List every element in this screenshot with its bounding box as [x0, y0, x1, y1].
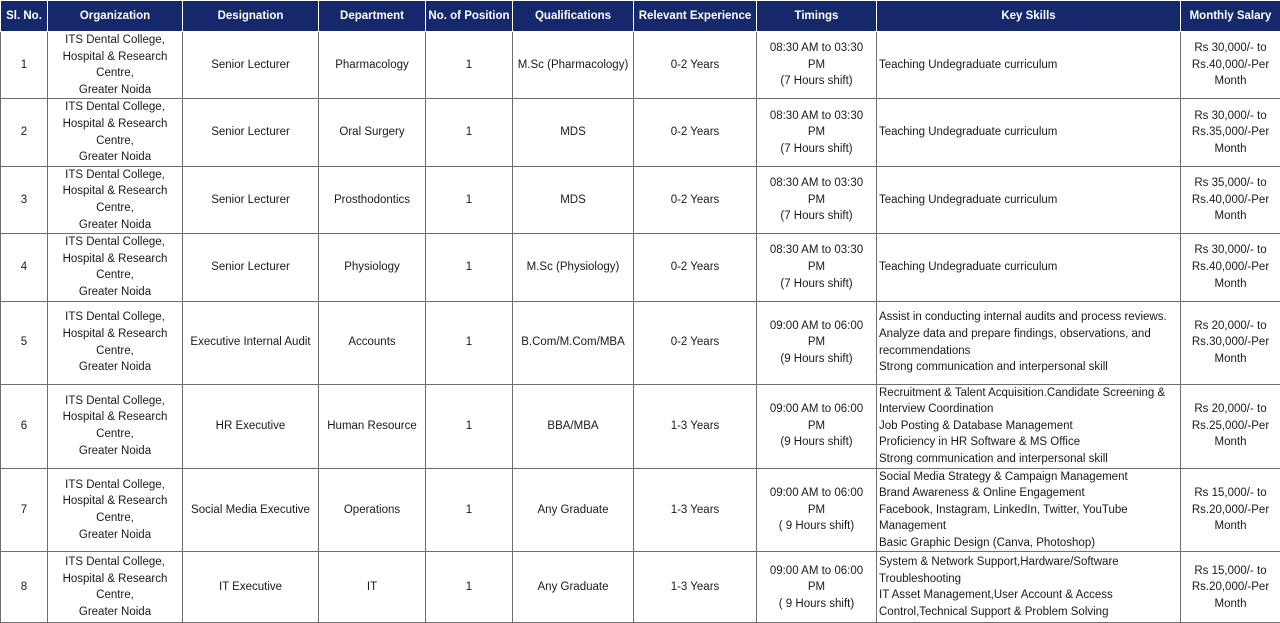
cell-sl-no: 4: [1, 234, 48, 301]
cell-department: Prosthodontics: [319, 166, 426, 233]
cell-timings: 09:00 AM to 06:00 PM (9 Hours shift): [757, 384, 877, 468]
cell-timings: 08:30 AM to 03:30 PM (7 Hours shift): [757, 99, 877, 166]
cell-qualifications: MDS: [513, 166, 634, 233]
cell-positions: 1: [426, 552, 513, 623]
cell-sl-no: 5: [1, 301, 48, 384]
cell-timings: 08:30 AM to 03:30 PM (7 Hours shift): [757, 234, 877, 301]
cell-timings: 08:30 AM to 03:30 PM (7 Hours shift): [757, 32, 877, 99]
cell-designation: Senior Lecturer: [183, 99, 319, 166]
cell-organization: ITS Dental College, Hospital & Research Centre, Greater Noida: [48, 32, 183, 99]
cell-salary: Rs 20,000/- to Rs.25,000/-Per Month: [1181, 384, 1280, 468]
cell-experience: 1-3 Years: [634, 552, 757, 623]
table-row: [1, 32, 1280, 99]
cell-department: Oral Surgery: [319, 99, 426, 166]
cell-key-skills: Assist in conducting internal audits and process reviews. Analyze data and prepare findings, observations, and recommendations Strong communication and interpersonal skill: [877, 301, 1181, 384]
cell-positions: 1: [426, 384, 513, 468]
cell-designation: Executive Internal Audit: [183, 301, 319, 384]
cell-timings: 09:00 AM to 06:00 PM ( 9 Hours shift): [757, 552, 877, 623]
table-row: [1, 468, 1280, 552]
cell-department: Human Resource: [319, 384, 426, 468]
cell-experience: 0-2 Years: [634, 32, 757, 99]
cell-key-skills: Social Media Strategy & Campaign Management Brand Awareness & Online Engagement Facebook, Instagram, LinkedIn, Twitter, YouTube Management Basic Graphic Design (Canva, Photoshop): [877, 468, 1181, 552]
cell-designation: IT Executive: [183, 552, 319, 623]
table-row: [1, 234, 1280, 301]
cell-department: Physiology: [319, 234, 426, 301]
cell-salary: Rs 30,000/- to Rs.35,000/-Per Month: [1181, 99, 1280, 166]
cell-organization: ITS Dental College, Hospital & Research Centre, Greater Noida: [48, 166, 183, 233]
cell-designation: HR Executive: [183, 384, 319, 468]
header-relevant-experience: Relevant Experience: [634, 1, 757, 32]
cell-organization: ITS Dental College, Hospital & Research Centre, Greater Noida: [48, 99, 183, 166]
cell-organization: ITS Dental College, Hospital & Research Centre, Greater Noida: [48, 301, 183, 384]
cell-experience: 0-2 Years: [634, 99, 757, 166]
cell-timings: 08:30 AM to 03:30 PM (7 Hours shift): [757, 166, 877, 233]
cell-organization: ITS Dental College, Hospital & Research Centre, Greater Noida: [48, 468, 183, 552]
header-monthly-salary: Monthly Salary: [1181, 1, 1280, 32]
cell-positions: 1: [426, 301, 513, 384]
cell-experience: 0-2 Years: [634, 234, 757, 301]
header-organization: Organization: [48, 1, 183, 32]
cell-salary: Rs 35,000/- to Rs.40,000/-Per Month: [1181, 166, 1280, 233]
cell-salary: Rs 30,000/- to Rs.40,000/-Per Month: [1181, 32, 1280, 99]
cell-department: Pharmacology: [319, 32, 426, 99]
cell-sl-no: 7: [1, 468, 48, 552]
table-row: [1, 301, 1280, 384]
cell-qualifications: Any Graduate: [513, 552, 634, 623]
table-row: [1, 99, 1280, 166]
cell-qualifications: BBA/MBA: [513, 384, 634, 468]
cell-timings: 09:00 AM to 06:00 PM ( 9 Hours shift): [757, 468, 877, 552]
cell-experience: 0-2 Years: [634, 301, 757, 384]
table-row: [1, 552, 1280, 623]
cell-qualifications: B.Com/M.Com/MBA: [513, 301, 634, 384]
cell-salary: Rs 30,000/- to Rs.40,000/-Per Month: [1181, 234, 1280, 301]
header-key-skills: Key Skills: [877, 1, 1181, 32]
cell-department: Operations: [319, 468, 426, 552]
cell-salary: Rs 15,000/- to Rs.20,000/-Per Month: [1181, 552, 1280, 623]
cell-sl-no: 1: [1, 32, 48, 99]
cell-key-skills: System & Network Support,Hardware/Software Troubleshooting IT Asset Management,User Account & Access Control,Technical Support & Problem Solving: [877, 552, 1181, 623]
cell-designation: Senior Lecturer: [183, 166, 319, 233]
header-no-of-position: No. of Position: [426, 1, 513, 32]
header-row: [1, 1, 1280, 32]
cell-key-skills: Teaching Undegraduate curriculum: [877, 234, 1181, 301]
cell-positions: 1: [426, 234, 513, 301]
cell-designation: Social Media Executive: [183, 468, 319, 552]
cell-organization: ITS Dental College, Hospital & Research Centre, Greater Noida: [48, 552, 183, 623]
cell-timings: 09:00 AM to 06:00 PM (9 Hours shift): [757, 301, 877, 384]
cell-designation: Senior Lecturer: [183, 32, 319, 99]
cell-experience: 1-3 Years: [634, 384, 757, 468]
cell-qualifications: Any Graduate: [513, 468, 634, 552]
cell-organization: ITS Dental College, Hospital & Research Centre, Greater Noida: [48, 384, 183, 468]
cell-key-skills: Teaching Undegraduate curriculum: [877, 166, 1181, 233]
cell-department: Accounts: [319, 301, 426, 384]
cell-qualifications: M.Sc (Pharmacology): [513, 32, 634, 99]
cell-positions: 1: [426, 166, 513, 233]
cell-sl-no: 3: [1, 166, 48, 233]
cell-sl-no: 2: [1, 99, 48, 166]
header-qualifications: Qualifications: [513, 1, 634, 32]
table-row: [1, 166, 1280, 233]
cell-positions: 1: [426, 468, 513, 552]
cell-experience: 0-2 Years: [634, 166, 757, 233]
cell-experience: 1-3 Years: [634, 468, 757, 552]
cell-key-skills: Teaching Undegraduate curriculum: [877, 99, 1181, 166]
cell-sl-no: 8: [1, 552, 48, 623]
header-sl-no: Sl. No.: [1, 1, 48, 32]
cell-positions: 1: [426, 99, 513, 166]
cell-salary: Rs 15,000/- to Rs.20,000/-Per Month: [1181, 468, 1280, 552]
cell-key-skills: Recruitment & Talent Acquisition.Candidate Screening & Interview Coordination Job Posting & Database Management Proficiency in HR Software & MS Office Strong communication and interpersonal skill: [877, 384, 1181, 468]
cell-organization: ITS Dental College, Hospital & Research Centre, Greater Noida: [48, 234, 183, 301]
cell-sl-no: 6: [1, 384, 48, 468]
header-department: Department: [319, 1, 426, 32]
cell-salary: Rs 20,000/- to Rs.30,000/-Per Month: [1181, 301, 1280, 384]
header-timings: Timings: [757, 1, 877, 32]
cell-department: IT: [319, 552, 426, 623]
header-designation: Designation: [183, 1, 319, 32]
cell-positions: 1: [426, 32, 513, 99]
cell-designation: Senior Lecturer: [183, 234, 319, 301]
table-row: [1, 384, 1280, 468]
cell-qualifications: M.Sc (Physiology): [513, 234, 634, 301]
cell-key-skills: Teaching Undegraduate curriculum: [877, 32, 1181, 99]
cell-qualifications: MDS: [513, 99, 634, 166]
